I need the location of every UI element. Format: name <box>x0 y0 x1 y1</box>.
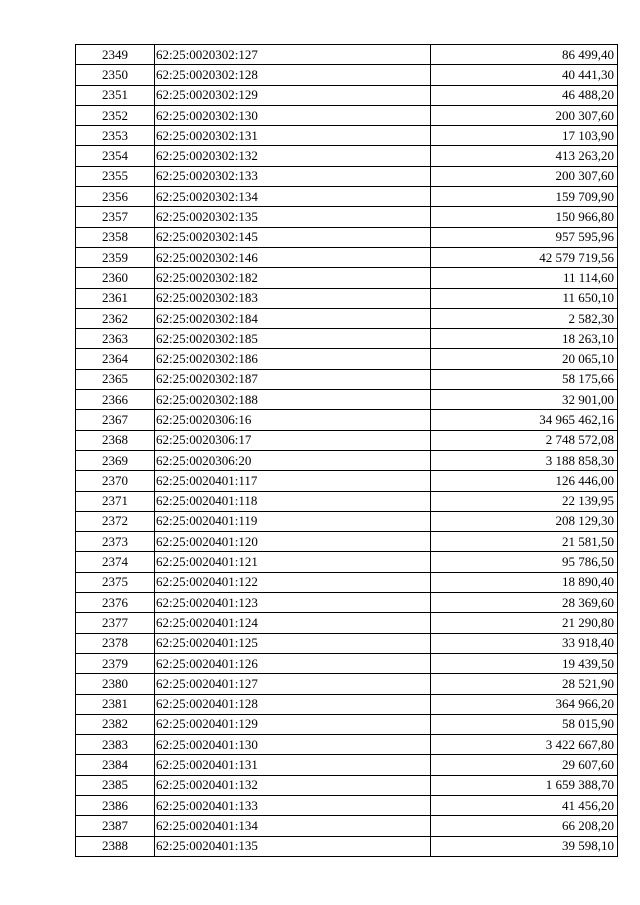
table-row <box>76 288 618 308</box>
table-row <box>76 146 618 166</box>
row-number-cell: 2349 <box>76 45 155 65</box>
table-row <box>76 45 618 65</box>
table-row <box>76 207 618 227</box>
row-number-cell: 2388 <box>76 836 155 856</box>
cadastral-number-cell: 62:25:0020306:17 <box>155 430 431 450</box>
table-row <box>76 593 618 613</box>
row-number-cell: 2383 <box>76 735 155 755</box>
row-number-cell: 2354 <box>76 146 155 166</box>
cadastral-number-cell: 62:25:0020401:127 <box>155 674 431 694</box>
row-number-cell: 2370 <box>76 471 155 491</box>
cadastral-value-cell: 200 307,60 <box>431 166 618 186</box>
cadastral-value-cell: 42 579 719,56 <box>431 247 618 267</box>
cadastral-value-cell: 413 263,20 <box>431 146 618 166</box>
cadastral-value-cell: 33 918,40 <box>431 633 618 653</box>
row-number-cell: 2358 <box>76 227 155 247</box>
row-number-cell: 2356 <box>76 187 155 207</box>
cadastral-value-cell: 29 607,60 <box>431 755 618 775</box>
cadastral-number-cell: 62:25:0020302:184 <box>155 308 431 328</box>
row-number-cell: 2368 <box>76 430 155 450</box>
cadastral-value-cell: 150 966,80 <box>431 207 618 227</box>
cadastral-number-cell: 62:25:0020401:134 <box>155 816 431 836</box>
cadastral-number-cell: 62:25:0020302:132 <box>155 146 431 166</box>
cadastral-value-cell: 32 901,00 <box>431 390 618 410</box>
table-row <box>76 227 618 247</box>
cadastral-value-cell: 95 786,50 <box>431 552 618 572</box>
cadastral-number-cell: 62:25:0020401:118 <box>155 491 431 511</box>
table-row <box>76 532 618 552</box>
row-number-cell: 2360 <box>76 268 155 288</box>
row-number-cell: 2373 <box>76 532 155 552</box>
cadastral-value-cell: 86 499,40 <box>431 45 618 65</box>
cadastral-number-cell: 62:25:0020401:117 <box>155 471 431 491</box>
cadastral-value-cell: 11 650,10 <box>431 288 618 308</box>
table-row <box>76 653 618 673</box>
table-row <box>76 105 618 125</box>
cadastral-number-cell: 62:25:0020401:132 <box>155 775 431 795</box>
cadastral-value-cell: 3 188 858,30 <box>431 450 618 470</box>
cadastral-value-cell: 11 114,60 <box>431 268 618 288</box>
table-row <box>76 390 618 410</box>
cadastral-value-cell: 58 015,90 <box>431 714 618 734</box>
row-number-cell: 2362 <box>76 308 155 328</box>
cadastral-number-cell: 62:25:0020401:120 <box>155 532 431 552</box>
table-row <box>76 126 618 146</box>
cadastral-number-cell: 62:25:0020302:186 <box>155 349 431 369</box>
cadastral-value-cell: 1 659 388,70 <box>431 775 618 795</box>
table-row <box>76 85 618 105</box>
row-number-cell: 2351 <box>76 85 155 105</box>
cadastral-value-cell: 2 582,30 <box>431 308 618 328</box>
table-row <box>76 450 618 470</box>
cadastral-value-cell: 18 263,10 <box>431 329 618 349</box>
row-number-cell: 2369 <box>76 450 155 470</box>
table-row <box>76 369 618 389</box>
cadastral-number-cell: 62:25:0020302:145 <box>155 227 431 247</box>
cadastral-number-cell: 62:25:0020401:126 <box>155 653 431 673</box>
table-row <box>76 247 618 267</box>
row-number-cell: 2381 <box>76 694 155 714</box>
cadastral-value-cell: 39 598,10 <box>431 836 618 856</box>
table-row <box>76 329 618 349</box>
row-number-cell: 2372 <box>76 511 155 531</box>
cadastral-value-cell: 957 595,96 <box>431 227 618 247</box>
row-number-cell: 2367 <box>76 410 155 430</box>
cadastral-value-cell: 46 488,20 <box>431 85 618 105</box>
cadastral-number-cell: 62:25:0020306:16 <box>155 410 431 430</box>
cadastral-value-cell: 159 709,90 <box>431 187 618 207</box>
table-row <box>76 795 618 815</box>
cadastral-value-cell: 208 129,30 <box>431 511 618 531</box>
cadastral-number-cell: 62:25:0020401:131 <box>155 755 431 775</box>
table-row <box>76 735 618 755</box>
row-number-cell: 2377 <box>76 613 155 633</box>
row-number-cell: 2378 <box>76 633 155 653</box>
table-row <box>76 430 618 450</box>
table-row <box>76 633 618 653</box>
row-number-cell: 2350 <box>76 65 155 85</box>
table-row <box>76 65 618 85</box>
cadastral-value-cell: 20 065,10 <box>431 349 618 369</box>
cadastral-value-cell: 17 103,90 <box>431 126 618 146</box>
cadastral-value-cell: 200 307,60 <box>431 105 618 125</box>
cadastral-number-cell: 62:25:0020401:121 <box>155 552 431 572</box>
cadastral-number-cell: 62:25:0020302:146 <box>155 247 431 267</box>
table-row <box>76 694 618 714</box>
cadastral-number-cell: 62:25:0020302:131 <box>155 126 431 146</box>
cadastral-number-cell: 62:25:0020302:127 <box>155 45 431 65</box>
row-number-cell: 2384 <box>76 755 155 775</box>
table-row <box>76 552 618 572</box>
cadastral-value-cell: 3 422 667,80 <box>431 735 618 755</box>
row-number-cell: 2371 <box>76 491 155 511</box>
row-number-cell: 2352 <box>76 105 155 125</box>
table-row <box>76 410 618 430</box>
cadastral-number-cell: 62:25:0020306:20 <box>155 450 431 470</box>
cadastral-value-cell: 66 208,20 <box>431 816 618 836</box>
cadastral-number-cell: 62:25:0020302:183 <box>155 288 431 308</box>
table-row <box>76 613 618 633</box>
row-number-cell: 2361 <box>76 288 155 308</box>
row-number-cell: 2366 <box>76 390 155 410</box>
row-number-cell: 2382 <box>76 714 155 734</box>
table-row <box>76 166 618 186</box>
cadastral-number-cell: 62:25:0020401:135 <box>155 836 431 856</box>
cadastral-value-cell: 2 748 572,08 <box>431 430 618 450</box>
cadastral-value-cell: 28 521,90 <box>431 674 618 694</box>
table-row <box>76 674 618 694</box>
table-row <box>76 349 618 369</box>
row-number-cell: 2375 <box>76 572 155 592</box>
table-row <box>76 755 618 775</box>
row-number-cell: 2359 <box>76 247 155 267</box>
row-number-cell: 2353 <box>76 126 155 146</box>
table-body <box>76 45 618 857</box>
cadastral-value-cell: 41 456,20 <box>431 795 618 815</box>
cadastral-number-cell: 62:25:0020401:125 <box>155 633 431 653</box>
row-number-cell: 2376 <box>76 593 155 613</box>
cadastral-number-cell: 62:25:0020401:119 <box>155 511 431 531</box>
cadastral-number-cell: 62:25:0020302:187 <box>155 369 431 389</box>
table-row <box>76 775 618 795</box>
cadastral-value-cell: 58 175,66 <box>431 369 618 389</box>
cadastral-value-cell: 18 890,40 <box>431 572 618 592</box>
cadastral-value-cell: 28 369,60 <box>431 593 618 613</box>
row-number-cell: 2374 <box>76 552 155 572</box>
cadastral-value-table <box>75 44 618 857</box>
cadastral-value-cell: 19 439,50 <box>431 653 618 673</box>
table-row <box>76 572 618 592</box>
table-row <box>76 268 618 288</box>
cadastral-value-cell: 21 290,80 <box>431 613 618 633</box>
row-number-cell: 2364 <box>76 349 155 369</box>
row-number-cell: 2363 <box>76 329 155 349</box>
table-row <box>76 714 618 734</box>
cadastral-number-cell: 62:25:0020302:185 <box>155 329 431 349</box>
row-number-cell: 2357 <box>76 207 155 227</box>
cadastral-number-cell: 62:25:0020302:130 <box>155 105 431 125</box>
cadastral-number-cell: 62:25:0020401:122 <box>155 572 431 592</box>
row-number-cell: 2365 <box>76 369 155 389</box>
table-row <box>76 816 618 836</box>
cadastral-value-cell: 21 581,50 <box>431 532 618 552</box>
table-row <box>76 491 618 511</box>
cadastral-value-cell: 364 966,20 <box>431 694 618 714</box>
row-number-cell: 2379 <box>76 653 155 673</box>
cadastral-number-cell: 62:25:0020401:124 <box>155 613 431 633</box>
cadastral-number-cell: 62:25:0020302:188 <box>155 390 431 410</box>
cadastral-number-cell: 62:25:0020302:133 <box>155 166 431 186</box>
table-row <box>76 836 618 856</box>
cadastral-number-cell: 62:25:0020302:182 <box>155 268 431 288</box>
cadastral-value-cell: 126 446,00 <box>431 471 618 491</box>
table-row <box>76 471 618 491</box>
table-row <box>76 308 618 328</box>
cadastral-number-cell: 62:25:0020302:134 <box>155 187 431 207</box>
cadastral-number-cell: 62:25:0020401:128 <box>155 694 431 714</box>
cadastral-number-cell: 62:25:0020302:128 <box>155 65 431 85</box>
cadastral-number-cell: 62:25:0020401:130 <box>155 735 431 755</box>
row-number-cell: 2355 <box>76 166 155 186</box>
row-number-cell: 2380 <box>76 674 155 694</box>
cadastral-number-cell: 62:25:0020302:129 <box>155 85 431 105</box>
table-row <box>76 187 618 207</box>
row-number-cell: 2387 <box>76 816 155 836</box>
cadastral-value-cell: 22 139,95 <box>431 491 618 511</box>
row-number-cell: 2386 <box>76 795 155 815</box>
row-number-cell: 2385 <box>76 775 155 795</box>
table-row <box>76 511 618 531</box>
cadastral-number-cell: 62:25:0020401:123 <box>155 593 431 613</box>
cadastral-number-cell: 62:25:0020401:129 <box>155 714 431 734</box>
cadastral-value-cell: 40 441,30 <box>431 65 618 85</box>
cadastral-number-cell: 62:25:0020302:135 <box>155 207 431 227</box>
cadastral-number-cell: 62:25:0020401:133 <box>155 795 431 815</box>
cadastral-value-cell: 34 965 462,16 <box>431 410 618 430</box>
